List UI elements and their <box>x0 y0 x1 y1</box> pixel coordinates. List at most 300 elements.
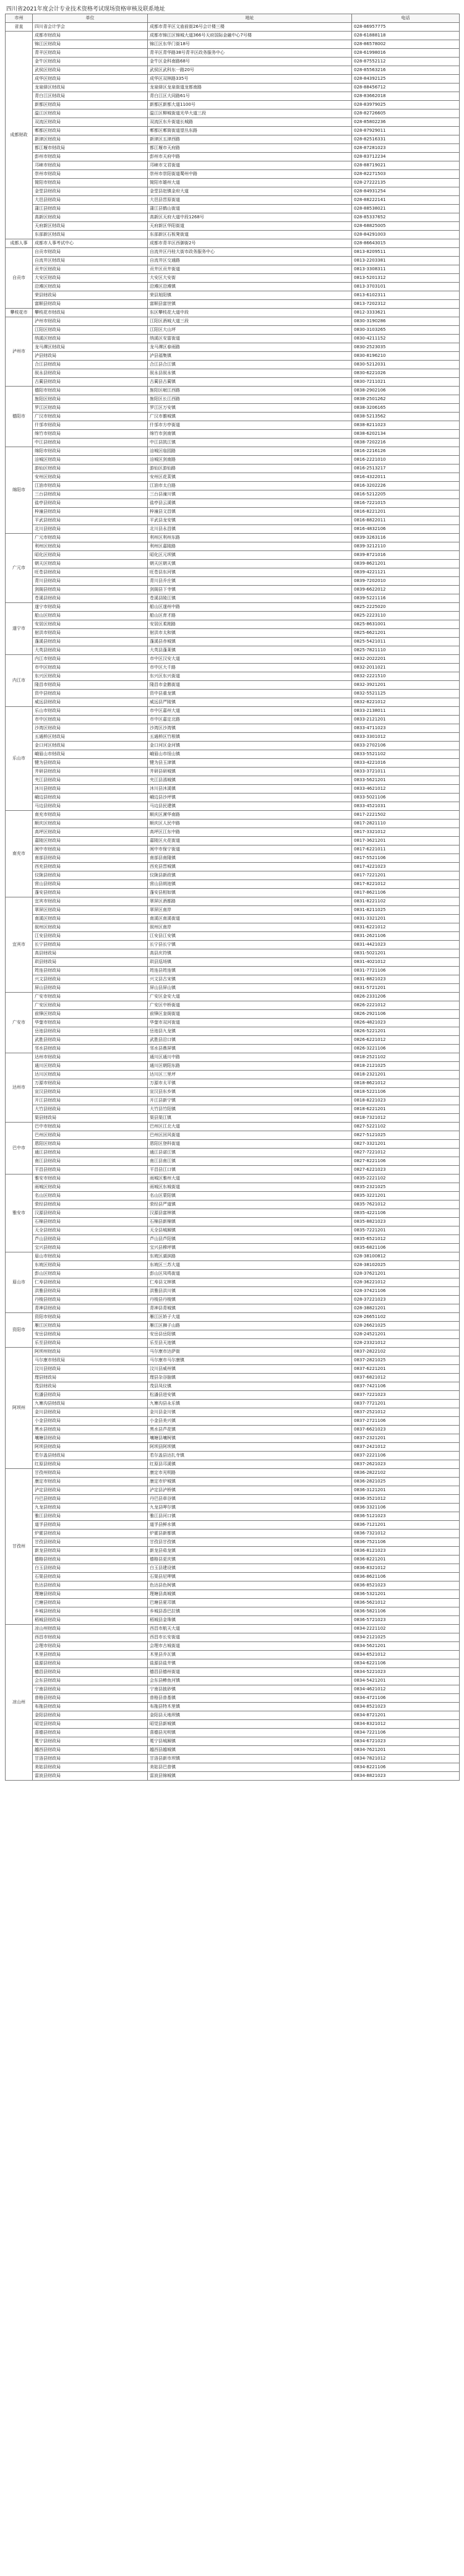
unit-cell: 开江县财政局 <box>33 1097 148 1105</box>
table-row <box>6 845 460 854</box>
region-cell: 宜宾市 <box>6 897 33 993</box>
address-cell: 什邡市方亭街道 <box>148 421 352 430</box>
address-cell: 古蔺县古蔺镇 <box>148 378 352 387</box>
unit-cell: 武胜县财政局 <box>33 1036 148 1045</box>
table-row <box>6 1564 460 1573</box>
phone-cell: 0816-5212205 <box>352 490 460 499</box>
phone-cell: 0833-5621201 <box>352 776 460 785</box>
phone-cell: 0825-8631001 <box>352 620 460 629</box>
unit-cell: 资阳市财政局 <box>33 1313 148 1322</box>
unit-cell: 茂县财政局 <box>33 1382 148 1391</box>
table-row <box>6 1304 460 1313</box>
address-cell: 夹江县漹城镇 <box>148 776 352 785</box>
unit-cell: 丹棱县财政局 <box>33 1296 148 1304</box>
table-row <box>6 871 460 880</box>
address-cell: 纳溪区安富街道 <box>148 335 352 343</box>
phone-cell: 0838-2902106 <box>352 387 460 395</box>
address-cell: 荣县旭阳镇 <box>148 291 352 300</box>
unit-cell: 华蓥市财政局 <box>33 1019 148 1027</box>
unit-cell: 旌阳区财政局 <box>33 395 148 404</box>
phone-cell: 0831-8211025 <box>352 906 460 915</box>
unit-cell: 安州区财政局 <box>33 473 148 482</box>
phone-cell: 0834-5621201 <box>352 1642 460 1651</box>
unit-cell: 兴文县财政局 <box>33 975 148 984</box>
unit-cell: 锦江区财政局 <box>33 40 148 49</box>
unit-cell: 成都市人事考试中心 <box>33 239 148 248</box>
address-cell: 东兴区东兴街道 <box>148 672 352 681</box>
table-row <box>6 525 460 534</box>
address-cell: 会东县鲹鱼河镇 <box>148 1677 352 1685</box>
region-cell: 凉山州 <box>6 1625 33 1781</box>
phone-cell: 0827-7221012 <box>352 1149 460 1157</box>
address-cell: 罗江区万安镇 <box>148 404 352 413</box>
phone-cell: 0839-5221116 <box>352 594 460 603</box>
address-cell: 高县庆符镇 <box>148 949 352 958</box>
unit-cell: 郫都区财政局 <box>33 127 148 135</box>
address-cell: 新津区五津西路 <box>148 135 352 144</box>
table-row <box>6 231 460 239</box>
address-cell: 天府新区华阳街道 <box>148 222 352 231</box>
unit-cell: 邻水县财政局 <box>33 1045 148 1053</box>
unit-cell: 纳溪区财政局 <box>33 335 148 343</box>
unit-cell: 黑水县财政局 <box>33 1426 148 1434</box>
phone-cell: 0812-3333621 <box>352 309 460 317</box>
table-row <box>6 1218 460 1226</box>
table-row <box>6 646 460 655</box>
unit-cell: 洪雅县财政局 <box>33 1287 148 1296</box>
table-row <box>6 1478 460 1486</box>
phone-cell: 0834-5221023 <box>352 1668 460 1677</box>
table-row <box>6 620 460 629</box>
region-cell: 眉山市 <box>6 1252 33 1313</box>
phone-cell: 028-86643015 <box>352 239 460 248</box>
address-cell: 巴塘县夏邛镇 <box>148 1599 352 1607</box>
address-cell: 阆中市保宁街道 <box>148 845 352 854</box>
phone-cell: 028-36221012 <box>352 1278 460 1287</box>
region-cell: 自贡市 <box>6 248 33 309</box>
phone-cell: 0836-5821106 <box>352 1607 460 1616</box>
phone-cell: 0830-3103265 <box>352 326 460 335</box>
address-cell: 华蓥市双河街道 <box>148 1019 352 1027</box>
unit-cell: 小金县财政局 <box>33 1417 148 1426</box>
table-row <box>6 534 460 542</box>
address-cell: 前锋区奎阁街道 <box>148 1010 352 1019</box>
unit-cell: 自贡市财政局 <box>33 248 148 257</box>
address-cell: 甘洛县新市坝镇 <box>148 1755 352 1763</box>
unit-cell: 乐至县财政局 <box>33 1339 148 1348</box>
phone-cell: 028-82726605 <box>352 109 460 118</box>
address-cell: 温江区柳城街道光华大道三段 <box>148 109 352 118</box>
phone-cell: 0816-8221201 <box>352 508 460 516</box>
table-row <box>6 283 460 291</box>
unit-cell: 游仙区财政局 <box>33 464 148 473</box>
phone-cell: 0830-8196210 <box>352 352 460 361</box>
table-row <box>6 1027 460 1036</box>
phone-cell: 0833-2702106 <box>352 742 460 750</box>
address-cell: 高坪区江东中路 <box>148 828 352 837</box>
table-row <box>6 387 460 395</box>
address-cell: 岳池县九龙镇 <box>148 1027 352 1036</box>
phone-cell: 0833-4711023 <box>352 724 460 733</box>
table-row <box>6 1417 460 1426</box>
table-row <box>6 1348 460 1356</box>
table-row <box>6 819 460 828</box>
unit-cell: 攀枝花市财政局 <box>33 309 148 317</box>
address-cell: 顺庆区人民中路 <box>148 819 352 828</box>
phone-cell: 0817-3621201 <box>352 837 460 845</box>
table-row <box>6 1538 460 1547</box>
unit-cell: 渠县财政局 <box>33 1114 148 1123</box>
address-cell: 叙州区南岸 <box>148 923 352 932</box>
unit-cell: 平昌县财政局 <box>33 1166 148 1175</box>
region-cell: 广安市 <box>6 993 33 1053</box>
phone-cell: 028-84931254 <box>352 187 460 196</box>
table-row <box>6 1149 460 1157</box>
region-cell: 广元市 <box>6 534 33 603</box>
phone-cell: 0838-3206165 <box>352 404 460 413</box>
phone-cell: 0833-3301012 <box>352 733 460 742</box>
unit-cell: 沐川县财政局 <box>33 785 148 794</box>
address-cell: 洪雅县洪川镇 <box>148 1287 352 1296</box>
phone-cell: 0834-7621201 <box>352 1746 460 1755</box>
address-cell: 五通桥区竹根镇 <box>148 733 352 742</box>
phone-cell: 0830-3190286 <box>352 317 460 326</box>
unit-cell: 崇州市财政局 <box>33 170 148 179</box>
unit-cell: 雅江县财政局 <box>33 1512 148 1521</box>
phone-cell: 0830-7211021 <box>352 378 460 387</box>
table-row <box>6 1278 460 1287</box>
phone-cell: 0833-4521031 <box>352 802 460 811</box>
table-row <box>6 118 460 127</box>
address-cell: 渠县渠江镇 <box>148 1114 352 1123</box>
unit-cell: 金阳县财政局 <box>33 1711 148 1720</box>
address-cell: 朝天区朝天镇 <box>148 560 352 568</box>
phone-cell: 0825-7821110 <box>352 646 460 655</box>
phone-cell: 0837-7721201 <box>352 1400 460 1408</box>
unit-cell: 青白江区财政局 <box>33 92 148 101</box>
unit-cell: 安居区财政局 <box>33 620 148 629</box>
phone-cell: 0836-7321012 <box>352 1530 460 1538</box>
unit-cell: 江安县财政局 <box>33 932 148 941</box>
unit-cell: 丹巴县财政局 <box>33 1495 148 1504</box>
unit-cell: 珙县财政局 <box>33 958 148 967</box>
document-sheet <box>5 5 459 1781</box>
unit-cell: 木里县财政局 <box>33 1651 148 1659</box>
table-row <box>6 1599 460 1607</box>
table-row <box>6 1001 460 1010</box>
contact-table <box>5 14 460 1781</box>
phone-cell: 0826-2921106 <box>352 1010 460 1019</box>
phone-cell: 0831-6221012 <box>352 923 460 932</box>
address-cell: 西昌市长安街道 <box>148 1633 352 1642</box>
phone-cell: 0834-8521023 <box>352 1703 460 1711</box>
address-cell: 成都市锦江区锦城大道366号天府国际金融中心7号楼 <box>148 32 352 40</box>
unit-cell: 隆昌市财政局 <box>33 681 148 690</box>
address-cell: 雅江县河口镇 <box>148 1512 352 1521</box>
phone-cell: 0817-7221201 <box>352 871 460 880</box>
phone-cell: 0836-5121023 <box>352 1512 460 1521</box>
phone-cell: 0832-5521125 <box>352 690 460 698</box>
phone-cell: 0834-7221106 <box>352 1729 460 1737</box>
phone-cell: 0832-2022201 <box>352 655 460 664</box>
phone-cell: 0839-3263116 <box>352 534 460 542</box>
address-cell: 剑阁县下寺镇 <box>148 586 352 594</box>
phone-cell: 0833-3721011 <box>352 768 460 776</box>
phone-cell: 0816-2221010 <box>352 456 460 464</box>
unit-cell: 旺苍县财政局 <box>33 568 148 577</box>
phone-cell: 0836-7121201 <box>352 1521 460 1530</box>
unit-cell: 大竹县财政局 <box>33 1105 148 1114</box>
phone-cell: 0830-2523035 <box>352 343 460 352</box>
address-cell: 安州区花荄镇 <box>148 473 352 482</box>
unit-cell: 炉霍县财政局 <box>33 1530 148 1538</box>
table-row <box>6 1296 460 1304</box>
address-cell: 大邑县晋原街道 <box>148 196 352 205</box>
address-cell: 武胜县沿口镇 <box>148 1036 352 1045</box>
unit-cell: 龙马潭区财政局 <box>33 343 148 352</box>
address-cell: 恩阳区登科街道 <box>148 1140 352 1149</box>
address-cell: 泸县福集镇 <box>148 352 352 361</box>
table-row <box>6 1737 460 1746</box>
phone-cell: 0835-8821023 <box>352 1218 460 1226</box>
address-cell: 盐源县盐井镇 <box>148 1659 352 1668</box>
unit-cell: 遂宁市财政局 <box>33 603 148 612</box>
phone-cell: 0813-6102311 <box>352 291 460 300</box>
table-row <box>6 603 460 612</box>
address-cell: 金阳县天地坝镇 <box>148 1711 352 1720</box>
address-cell: 贡井区贡井街道 <box>148 265 352 274</box>
phone-cell: 0837-2421012 <box>352 1443 460 1452</box>
address-cell: 石棉县新棉镇 <box>148 1218 352 1226</box>
address-cell: 旌阳区岷江西路 <box>148 387 352 395</box>
address-cell: 武侯区武科东一路20号 <box>148 66 352 75</box>
table-row <box>6 1252 460 1261</box>
phone-cell: 0827-5221102 <box>352 1123 460 1131</box>
table-row <box>6 447 460 456</box>
phone-cell: 0839-7202010 <box>352 577 460 586</box>
phone-cell: 0834-4721106 <box>352 1694 460 1703</box>
address-cell: 青神县青城镇 <box>148 1304 352 1313</box>
unit-cell: 九龙县财政局 <box>33 1504 148 1512</box>
unit-cell: 盐源县财政局 <box>33 1659 148 1668</box>
address-cell: 龙泉驿区龙泉街道龙都南路 <box>148 83 352 92</box>
address-cell: 自流井区交通路 <box>148 257 352 265</box>
phone-cell: 028-87929011 <box>352 127 460 135</box>
table-row <box>6 1200 460 1209</box>
address-cell: 九龙县呷尔镇 <box>148 1504 352 1512</box>
table-row <box>6 681 460 690</box>
table-row <box>6 144 460 153</box>
address-cell: 富顺县富世镇 <box>148 300 352 309</box>
table-row <box>6 482 460 490</box>
unit-cell: 理县财政局 <box>33 1374 148 1382</box>
region-cell: 达州市 <box>6 1053 33 1123</box>
unit-cell: 东部新区财政局 <box>33 231 148 239</box>
unit-cell: 雅安市财政局 <box>33 1175 148 1183</box>
address-cell: 金川县金川镇 <box>148 1408 352 1417</box>
address-cell: 彭州市天府中路 <box>148 153 352 161</box>
table-row <box>6 1339 460 1348</box>
table-row <box>6 1581 460 1590</box>
table-row <box>6 768 460 776</box>
unit-cell: 广元市财政局 <box>33 534 148 542</box>
table-row <box>6 733 460 742</box>
table-row <box>6 811 460 819</box>
unit-cell: 高新区财政局 <box>33 213 148 222</box>
unit-cell: 眉山市财政局 <box>33 1252 148 1261</box>
address-cell: 马尔康市马尔康镇 <box>148 1356 352 1365</box>
phone-cell: 0839-6622012 <box>352 586 460 594</box>
table-row <box>6 421 460 430</box>
address-cell: 东区攀枝花大道中段 <box>148 309 352 317</box>
unit-cell: 红原县财政局 <box>33 1460 148 1469</box>
phone-cell: 0836-8621106 <box>352 1573 460 1581</box>
region-cell: 泸州市 <box>6 317 33 387</box>
table-row <box>6 1694 460 1703</box>
unit-cell: 宜宾市财政局 <box>33 897 148 906</box>
address-cell: 会理市古城街道 <box>148 1642 352 1651</box>
address-cell: 成都市青羊区文庙前街26号会计楼三楼 <box>148 23 352 32</box>
unit-cell: 美姑县财政局 <box>33 1763 148 1772</box>
phone-cell: 0825-2225020 <box>352 603 460 612</box>
table-row <box>6 187 460 196</box>
address-cell: 新龙县茹龙镇 <box>148 1547 352 1555</box>
table-row <box>6 1547 460 1555</box>
unit-cell: 利州区财政局 <box>33 542 148 551</box>
address-cell: 金牛区金科南路68号 <box>148 58 352 66</box>
address-cell: 美姑县巴普镇 <box>148 1763 352 1772</box>
table-row <box>6 958 460 967</box>
address-cell: 涪城区临园路 <box>148 447 352 456</box>
table-row <box>6 1157 460 1166</box>
phone-cell: 0835-4221106 <box>352 1209 460 1218</box>
unit-cell: 蓬安县财政局 <box>33 889 148 897</box>
phone-cell: 0816-2216126 <box>352 447 460 456</box>
table-row <box>6 1625 460 1633</box>
phone-cell: 0834-2121025 <box>352 1633 460 1642</box>
address-cell: 郫都区郫筒街道望丛东路 <box>148 127 352 135</box>
unit-cell: 双流区财政局 <box>33 118 148 127</box>
address-cell: 甘孜县甘孜镇 <box>148 1538 352 1547</box>
unit-cell: 青川县财政局 <box>33 577 148 586</box>
phone-cell: 0834-2221102 <box>352 1625 460 1633</box>
table-row <box>6 32 460 40</box>
phone-cell: 0832-3921201 <box>352 681 460 690</box>
phone-cell: 0836-8221201 <box>352 1555 460 1564</box>
address-cell: 蒲江县鹤山街道 <box>148 205 352 213</box>
unit-cell: 壤塘县财政局 <box>33 1434 148 1443</box>
address-cell: 稻城县金珠镇 <box>148 1616 352 1625</box>
table-row <box>6 1270 460 1278</box>
unit-cell: 广安市财政局 <box>33 993 148 1001</box>
table-row <box>6 586 460 594</box>
unit-cell: 稻城县财政局 <box>33 1616 148 1625</box>
phone-cell: 028-88456712 <box>352 83 460 92</box>
table-row <box>6 672 460 681</box>
table-row <box>6 1642 460 1651</box>
unit-cell: 营山县财政局 <box>33 880 148 889</box>
table-row <box>6 889 460 897</box>
unit-cell: 金堂县财政局 <box>33 187 148 196</box>
phone-cell: 0818-2121025 <box>352 1062 460 1071</box>
unit-cell: 荥经县财政局 <box>33 1200 148 1209</box>
phone-cell: 0834-7821012 <box>352 1755 460 1763</box>
address-cell: 兴文县古宋镇 <box>148 975 352 984</box>
phone-cell: 0837-6821012 <box>352 1374 460 1382</box>
phone-cell: 0838-8211023 <box>352 421 460 430</box>
unit-cell: 长宁县财政局 <box>33 941 148 949</box>
table-row <box>6 1382 460 1391</box>
address-cell: 若尔盖县达扎寺镇 <box>148 1452 352 1460</box>
table-row <box>6 612 460 620</box>
phone-cell: 0818-5221106 <box>352 1088 460 1097</box>
phone-cell: 0837-2822102 <box>352 1348 460 1356</box>
phone-cell: 0813-3703101 <box>352 283 460 291</box>
region-cell: 成都人事 <box>6 239 33 248</box>
address-cell: 邻水县鼎屏镇 <box>148 1045 352 1053</box>
phone-cell: 0830-5212031 <box>352 361 460 369</box>
unit-cell: 天全县财政局 <box>33 1226 148 1235</box>
table-row <box>6 300 460 309</box>
unit-cell: 芦山县财政局 <box>33 1235 148 1244</box>
address-cell: 龙马潭区春雨路 <box>148 343 352 352</box>
table-row <box>6 1053 460 1062</box>
table-row <box>6 1088 460 1097</box>
address-cell: 合江县合江镇 <box>148 361 352 369</box>
address-cell: 船山区遂州中路 <box>148 603 352 612</box>
table-row <box>6 179 460 187</box>
phone-cell: 0831-8821023 <box>352 975 460 984</box>
table-row <box>6 854 460 863</box>
table-row <box>6 1071 460 1079</box>
table-row <box>6 309 460 317</box>
table-row <box>6 802 460 811</box>
phone-cell: 0817-6221011 <box>352 845 460 854</box>
unit-cell: 若尔盖县财政局 <box>33 1452 148 1460</box>
region-cell: 德阳市 <box>6 387 33 447</box>
phone-cell: 0831-5721201 <box>352 984 460 993</box>
address-cell: 阿坝县阿坝镇 <box>148 1443 352 1452</box>
unit-cell: 德阳市财政局 <box>33 387 148 395</box>
phone-cell: 0839-4221121 <box>352 568 460 577</box>
phone-cell: 0818-2321201 <box>352 1071 460 1079</box>
address-cell: 德格县更庆镇 <box>148 1555 352 1564</box>
table-row <box>6 326 460 335</box>
address-cell: 昭化区元坝镇 <box>148 551 352 560</box>
phone-cell: 0831-4421023 <box>352 941 460 949</box>
unit-cell: 昭觉县财政局 <box>33 1720 148 1729</box>
address-cell: 仪陇县新政镇 <box>148 871 352 880</box>
address-cell: 射洪市太和镇 <box>148 629 352 638</box>
phone-cell: 0817-8221012 <box>352 880 460 889</box>
address-cell: 越西县越城镇 <box>148 1746 352 1755</box>
table-row <box>6 655 460 664</box>
phone-cell: 028-82271503 <box>352 170 460 179</box>
phone-cell: 0827-3321201 <box>352 1140 460 1149</box>
address-cell: 南部县南隆镇 <box>148 854 352 863</box>
phone-cell: 0838-7202216 <box>352 439 460 447</box>
unit-cell: 阿坝县财政局 <box>33 1443 148 1452</box>
address-cell: 沐川县沐溪镇 <box>148 785 352 794</box>
unit-cell: 巴塘县财政局 <box>33 1599 148 1607</box>
phone-cell: 0836-8121023 <box>352 1547 460 1555</box>
phone-cell: 0813-3308311 <box>352 265 460 274</box>
table-row <box>6 984 460 993</box>
phone-cell: 0816-8822011 <box>352 516 460 525</box>
unit-cell: 沿滩区财政局 <box>33 283 148 291</box>
phone-cell: 028-83662018 <box>352 92 460 101</box>
address-cell: 通江县诺江镇 <box>148 1149 352 1157</box>
